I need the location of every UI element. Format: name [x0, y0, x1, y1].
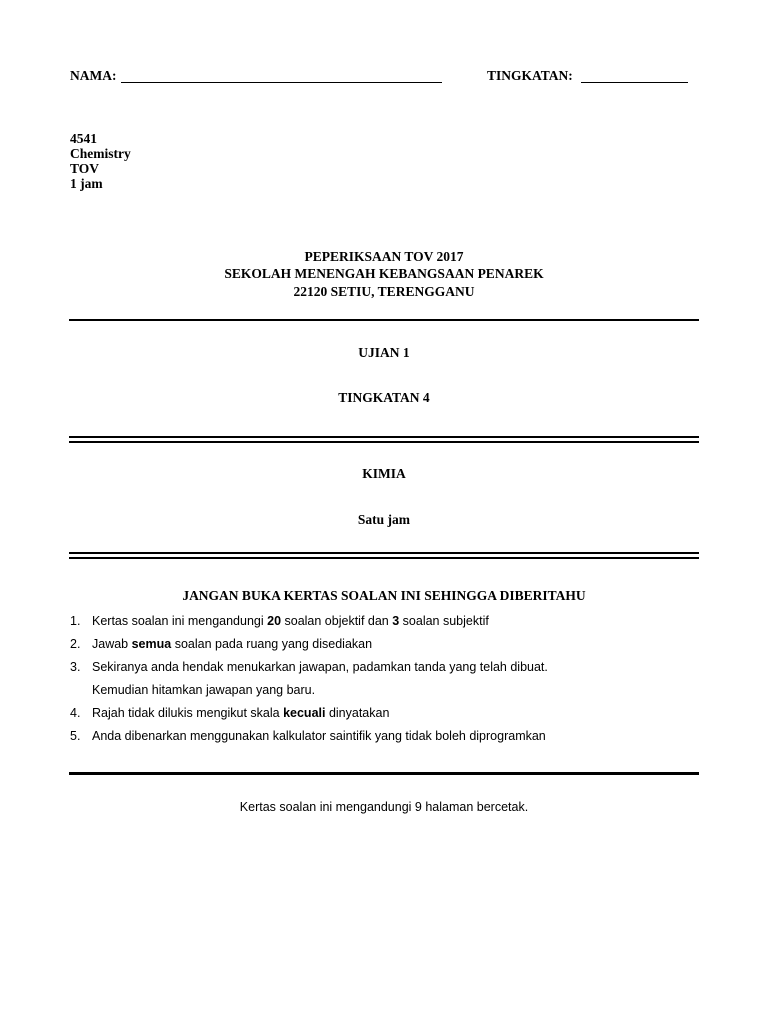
- school-address: 22120 SETIU, TERENGGANU: [293, 284, 475, 299]
- instruction-number: 4.: [70, 706, 81, 720]
- form-level: TINGKATAN 4: [338, 390, 430, 405]
- paper-type: TOV: [70, 161, 100, 176]
- name-input-line[interactable]: [121, 82, 442, 83]
- instructions-list: [70, 610, 690, 748]
- divider-rule-bottom: [69, 772, 699, 775]
- divider-double-rule-1b: [69, 441, 699, 443]
- instruction-text: Rajah tidak dilukis mengikut skala kecuali dinyatakan: [92, 706, 390, 720]
- form-label: TINGKATAN:: [487, 68, 573, 83]
- test-name: UJIAN 1: [358, 345, 410, 360]
- instruction-text: Jawab semua soalan pada ruang yang disediakan: [92, 637, 373, 651]
- name-label: NAMA:: [70, 68, 117, 83]
- instruction-number: 1.: [70, 614, 81, 628]
- instruction-text: Anda dibenarkan menggunakan kalkulator saintifik yang tidak boleh diprogramkan: [92, 729, 546, 743]
- divider-double-rule-2a: [69, 552, 699, 554]
- form-input-line[interactable]: [581, 82, 688, 83]
- divider-double-rule-2b: [69, 557, 699, 559]
- paper-subject: Chemistry: [70, 146, 131, 161]
- divider-rule-1: [69, 319, 699, 321]
- instruction-number: 2.: [70, 637, 81, 651]
- instruction-number: 5.: [70, 729, 81, 743]
- paper-code: 4541: [70, 131, 97, 146]
- instruction-text: Sekiranya anda hendak menukarkan jawapan, padamkan tanda yang telah dibuat.: [92, 660, 548, 674]
- instruction-number: 3.: [70, 660, 81, 674]
- instruction-text: Kertas soalan ini mengandungi 20 soalan objektif dan 3 soalan subjektif: [92, 614, 489, 628]
- paper-duration: 1 jam: [70, 176, 103, 191]
- page-count-note: Kertas soalan ini mengandungi 9 halaman bercetak.: [239, 800, 529, 814]
- divider-double-rule-1a: [69, 436, 699, 438]
- instruction-item: [70, 633, 690, 656]
- instructions-heading: JANGAN BUKA KERTAS SOALAN INI SEHINGGA DIBERITAHU: [182, 588, 586, 603]
- instruction-item: [70, 702, 690, 725]
- instruction-continuation: [70, 679, 690, 702]
- instruction-item: [70, 656, 690, 679]
- instruction-item: [70, 610, 690, 633]
- exam-duration: Satu jam: [357, 512, 411, 527]
- school-name: SEKOLAH MENENGAH KEBANGSAAN PENAREK: [224, 266, 544, 281]
- subject-title: KIMIA: [362, 466, 406, 481]
- instruction-text: Kemudian hitamkan jawapan yang baru.: [92, 683, 316, 697]
- instruction-item: [70, 725, 690, 748]
- exam-title: PEPERIKSAAN TOV 2017: [304, 249, 464, 264]
